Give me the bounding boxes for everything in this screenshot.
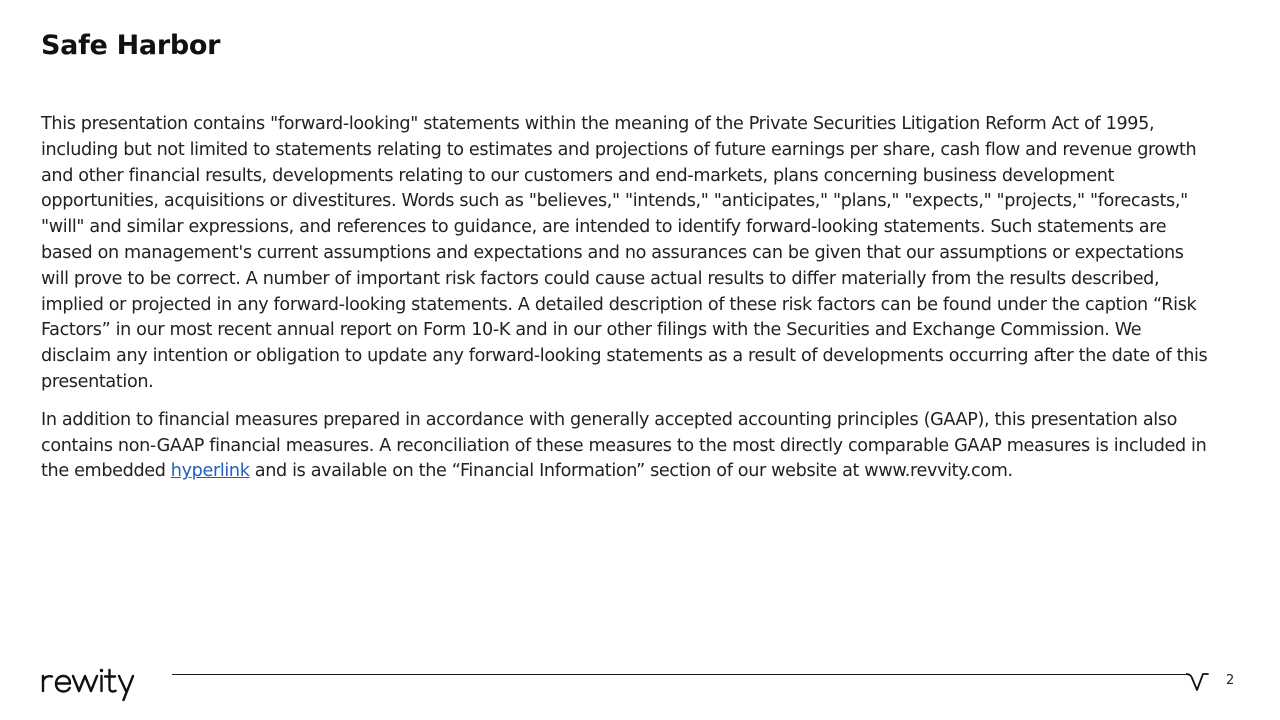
page-title: Safe Harbor [41,30,221,61]
revvity-logo [40,664,152,704]
non-gaap-paragraph [41,408,1211,485]
reconciliation-hyperlink[interactable]: hyperlink [170,461,250,482]
revvity-mark-icon [1186,668,1212,694]
non-gaap-text-end: and is available on the “Financial Information” section of our website at www.revvity.com. [249,461,1013,482]
page-number: 2 [1226,673,1235,688]
safe-harbor-body [41,112,1211,497]
forward-looking-paragraph: This presentation contains "forward-looking" statements within the meaning of the Private Securities Litigation Reform Act of 1995, including but not limited to statements relating to estimates and projections of future earnings per share, cash flow and revenue growth and other financial results, developments relating to our customers and end-markets, plans concerning business development opportunities, acquisitions or divestitures. Words such as "believes," "intends," "anticipates," "plans," "expects," "projects," "forecasts," "will" and similar expressions, and references to guidance, are intended to identify forward-looking statements. Such statements are based on management's current assumptions and expectations and no assurances can be given that our assumptions or expectations will prove to be correct. A number of important risk factors could cause actual results to differ materially from the results described, implied or projected in any forward-looking statements. A detailed description of these risk factors can be found under the caption “Risk Factors” in our most recent annual report on Form 10-K and in our other filings with the Securities and Exchange Commission. We disclaim any intention or obligation to update any forward-looking statements as a result of developments occurring after the date of this presentation. [41,114,1208,392]
footer-divider [172,674,1188,675]
non-gaap-text-start: In addition to financial measures prepared in accordance with generally accepted accounting principles (GAAP), this presentation also contains non-GAAP financial measures. A reconciliation of these measures to the most directly comparable GAAP measures is included in the embedded [41,409,1207,482]
